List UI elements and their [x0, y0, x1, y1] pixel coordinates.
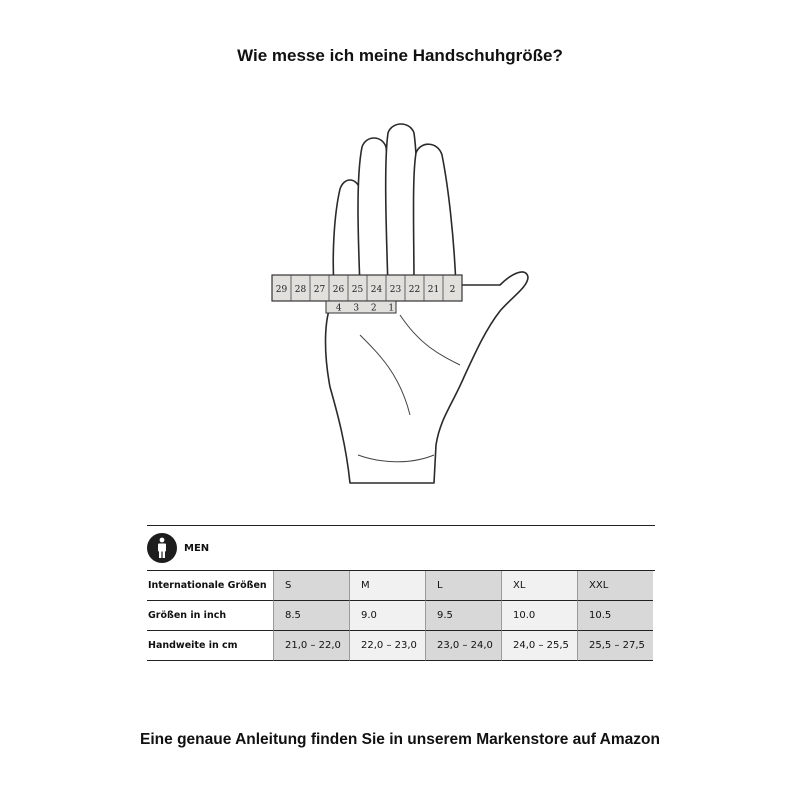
- tape-mark: 2: [449, 285, 456, 295]
- hand-measuring-illustration: [250, 115, 550, 495]
- table-cell: 8.5: [273, 601, 349, 631]
- table-cell: 23,0 – 24,0: [425, 631, 501, 661]
- footer-note: Eine genaue Anleitung finden Sie in unserem Markenstore auf Amazon: [140, 731, 660, 748]
- table-cell: 9.5: [425, 601, 501, 631]
- row-label: Handweite in cm: [147, 631, 273, 661]
- table-cell: L: [425, 571, 501, 601]
- table-cell: 9.0: [349, 601, 425, 631]
- table-cell: S: [273, 571, 349, 601]
- table-cell: XL: [501, 571, 577, 601]
- size-grid: [147, 570, 655, 661]
- tape-mark: 28: [294, 285, 307, 295]
- tape-mark: 26: [332, 285, 345, 295]
- section-label: MEN: [184, 542, 210, 554]
- tape-mark: 3: [353, 303, 360, 314]
- table-cell: 21,0 – 22,0: [273, 631, 349, 661]
- tape-mark: 24: [370, 285, 383, 295]
- table-cell: 10.5: [577, 601, 653, 631]
- row-label: Internationale Größen: [147, 571, 273, 601]
- tape-mark: 4: [335, 303, 342, 314]
- row-label: Größen in inch: [147, 601, 273, 631]
- table-cell: 25,5 – 27,5: [577, 631, 653, 661]
- tape-mark: 23: [389, 285, 402, 295]
- tape-mark: 21: [427, 285, 440, 295]
- table-cell: 22,0 – 23,0: [349, 631, 425, 661]
- man-icon: [147, 533, 177, 563]
- tape-mark: 2: [370, 303, 377, 314]
- table-cell: 10.0: [501, 601, 577, 631]
- tape-mark: 25: [351, 285, 364, 295]
- tape-mark: 22: [408, 285, 421, 295]
- tape-mark: 29: [275, 285, 288, 295]
- tape-mark: 27: [313, 285, 326, 295]
- tape-mark: 1: [388, 303, 395, 314]
- table-cell: M: [349, 571, 425, 601]
- size-chart-table: [147, 525, 655, 661]
- table-cell: 24,0 – 25,5: [501, 631, 577, 661]
- page-title: Wie messe ich meine Handschuhgröße?: [237, 46, 563, 65]
- section-header: [147, 526, 655, 570]
- table-cell: XXL: [577, 571, 653, 601]
